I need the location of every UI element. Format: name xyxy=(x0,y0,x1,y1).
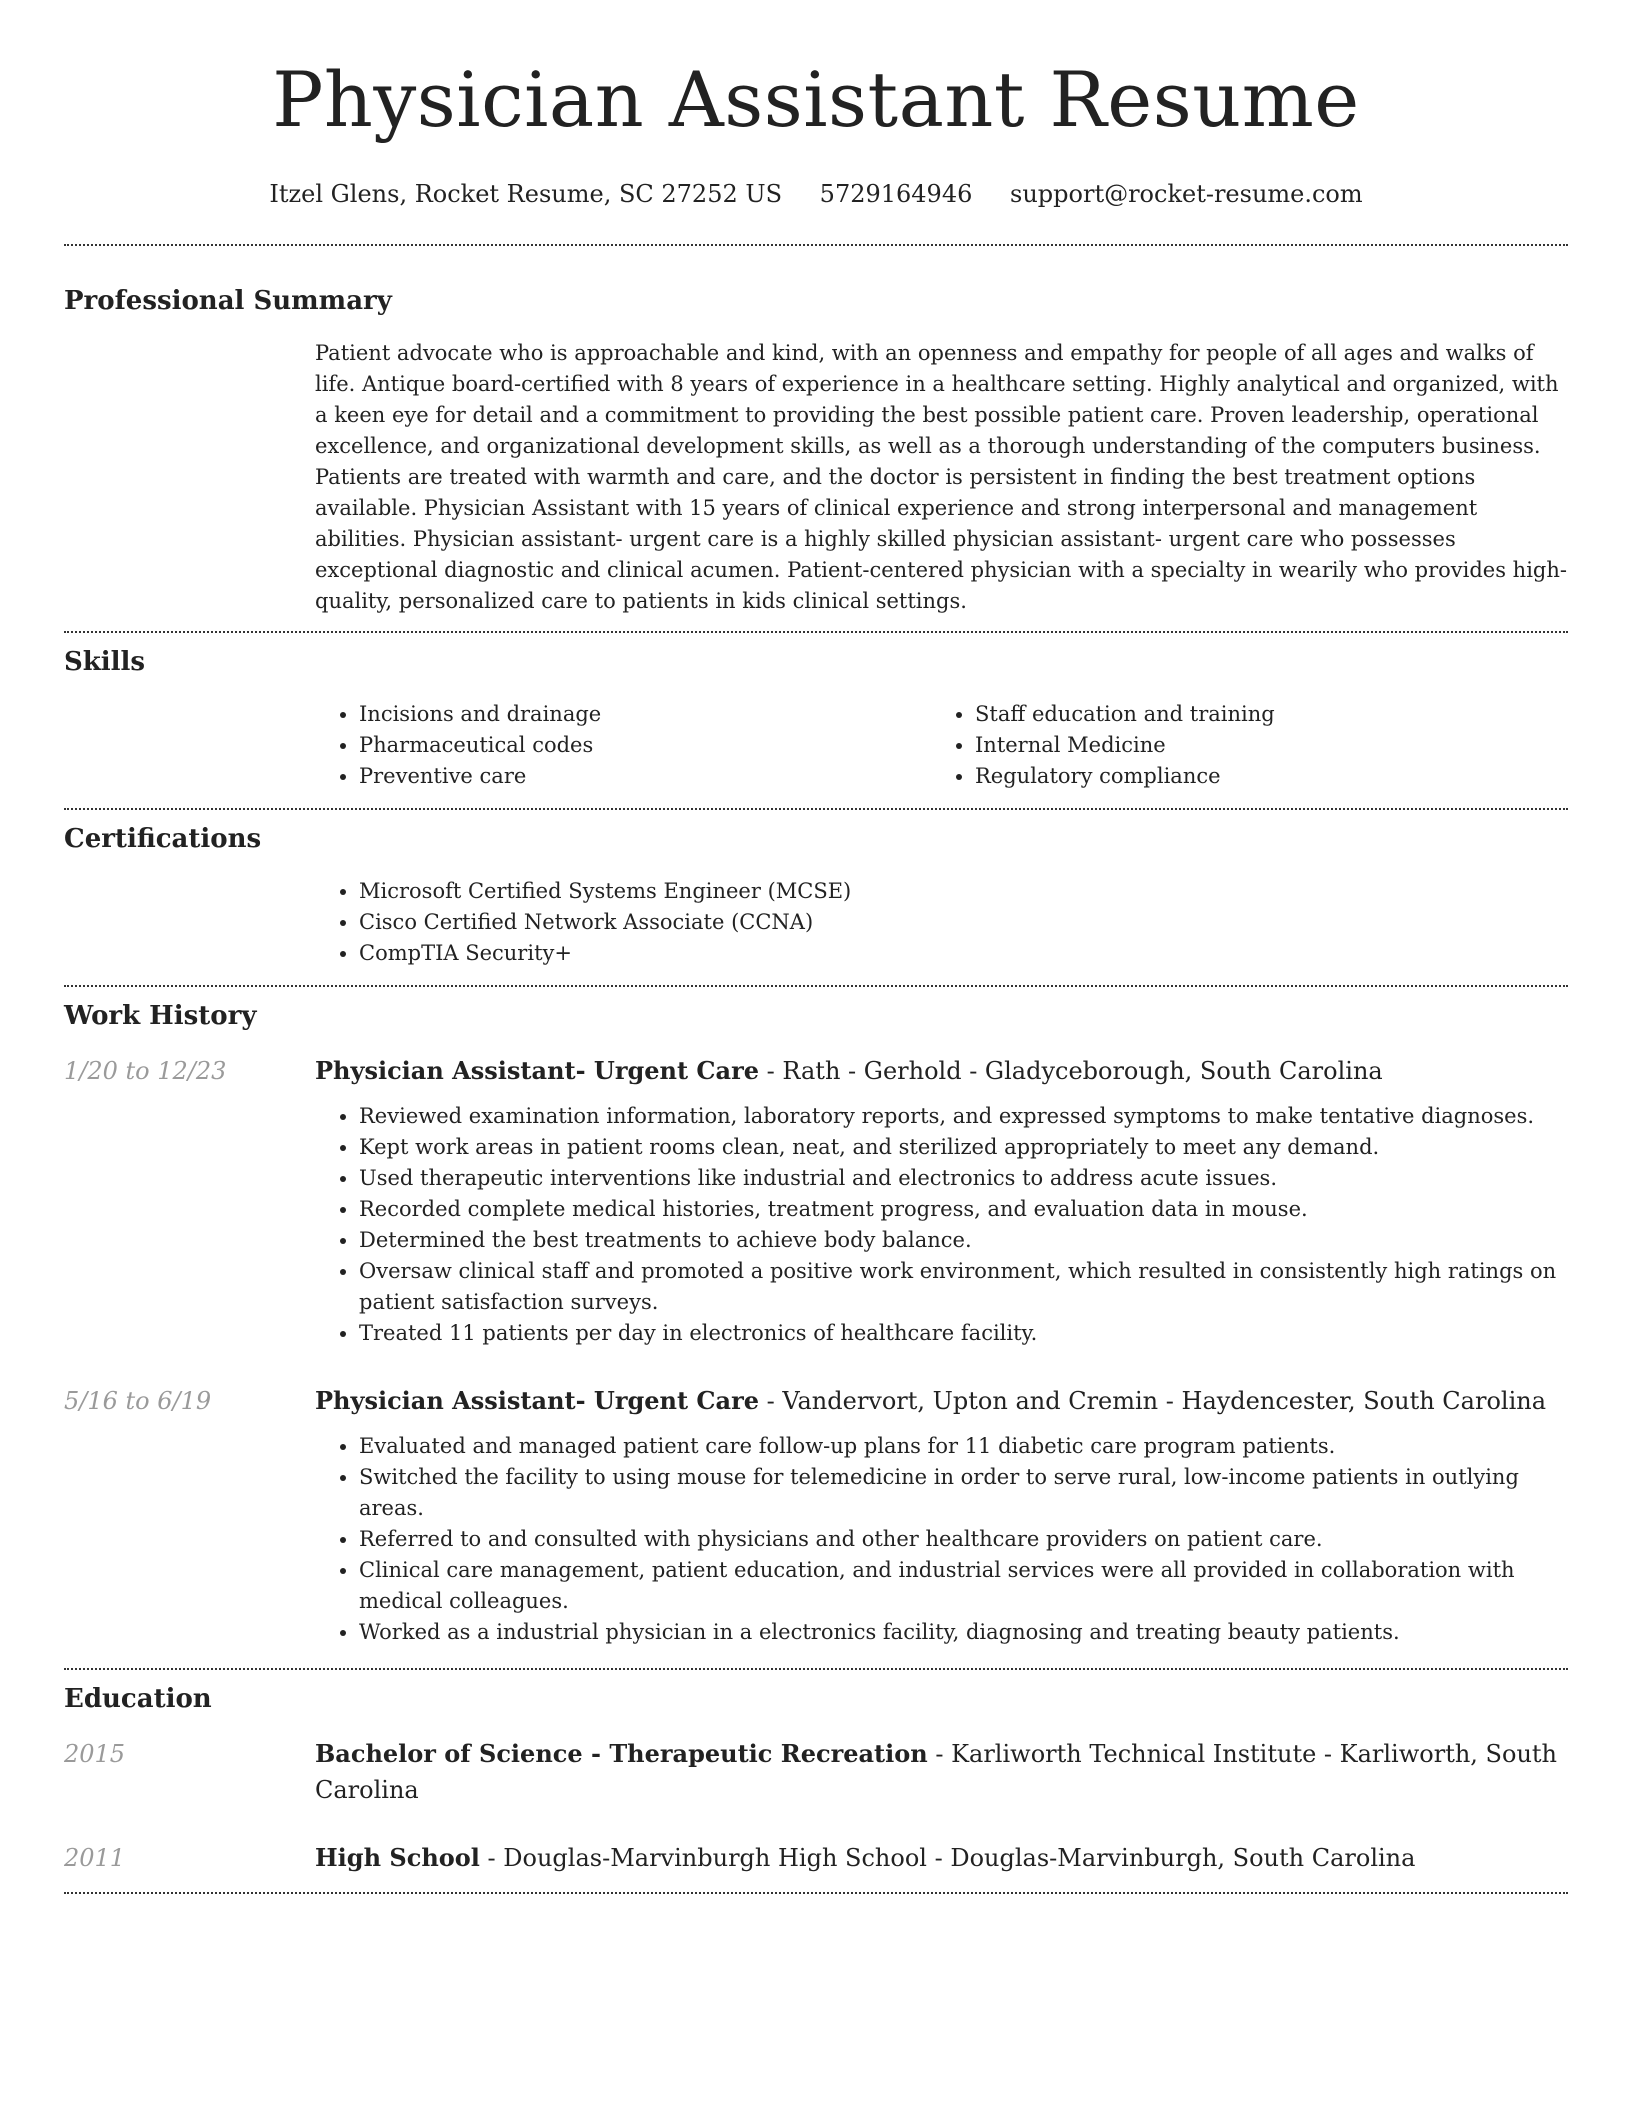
job-bullet: • Worked as a industrial physician in a electronics facility, diagnosing and treating beauty patients. xyxy=(359,1617,1568,1648)
skill-item: • Internal Medicine xyxy=(975,730,1547,761)
contact-line xyxy=(64,178,1568,210)
certifications-heading: Certifications xyxy=(64,824,262,854)
job-entry xyxy=(64,1383,1568,1648)
contact-phone: 5729164946 xyxy=(819,180,973,208)
job-bullets xyxy=(315,1431,1568,1648)
job-bullet: • Referred to and consulted with physicians and other healthcare providers on patient care. xyxy=(359,1524,1568,1555)
job-bullet: • Clinical care management, patient education, and industrial services were all provided in collaboration with medical colleagues. xyxy=(359,1555,1568,1617)
certifications-body xyxy=(315,876,1568,969)
skill-item: • Incisions and drainage xyxy=(359,699,931,730)
job-bullet: • Used therapeutic interventions like industrial and electronics to address acute issues. xyxy=(359,1163,1568,1194)
job-dates: 5/16 to 6/19 xyxy=(64,1387,212,1415)
job-bullet: • Switched the facility to using mouse for telemedicine in order to serve rural, low-income patients in outlying areas. xyxy=(359,1462,1568,1524)
skill-item: • Regulatory compliance xyxy=(975,761,1547,792)
job-bullet: • Treated 11 patients per day in electronics of healthcare facility. xyxy=(359,1318,1568,1349)
skills-section xyxy=(64,633,1568,792)
job-bullet: • Determined the best treatments to achieve body balance. xyxy=(359,1225,1568,1256)
education-year: 2015 xyxy=(64,1740,126,1768)
summary-section xyxy=(64,246,1568,617)
job-entry xyxy=(64,1053,1568,1349)
job-bullets xyxy=(315,1101,1568,1349)
work-history-section xyxy=(64,987,1568,1648)
job-bullet: • Reviewed examination information, laboratory reports, and expressed symptoms to make tentative diagnoses. xyxy=(359,1101,1568,1132)
education-heading: Education xyxy=(64,1684,212,1714)
job-bullet: • Kept work areas in patient rooms clean, neat, and sterilized appropriately to meet any demand. xyxy=(359,1132,1568,1163)
education-school: - Douglas-Marvinburgh High School - Douglas-Marvinburgh, South Carolina xyxy=(479,1844,1416,1872)
education-year: 2011 xyxy=(64,1844,126,1872)
job-bullet: • Evaluated and managed patient care follow-up plans for 11 diabetic care program patients. xyxy=(359,1431,1568,1462)
job-bullet: • Oversaw clinical staff and promoted a positive work environment, which resulted in consistently high ratings on patient satisfaction surveys. xyxy=(359,1256,1568,1318)
certifications-section xyxy=(64,810,1568,969)
contact-email: support@rocket-resume.com xyxy=(1010,180,1363,208)
contact-address: Itzel Glens, Rocket Resume, SC 27252 US xyxy=(269,180,783,208)
skills-column-right xyxy=(931,699,1547,792)
skills-heading: Skills xyxy=(64,647,146,677)
skills-grid xyxy=(315,699,1568,792)
summary-body xyxy=(315,338,1568,617)
education-degree: Bachelor of Science - Therapeutic Recreation xyxy=(315,1739,928,1768)
job-bullet: • Recorded complete medical histories, treatment progress, and evaluation data in mouse. xyxy=(359,1194,1568,1225)
job-company-location: - Rath - Gerhold - Gladyceborough, South Carolina xyxy=(759,1057,1383,1085)
skill-item: • Staff education and training xyxy=(975,699,1547,730)
section-divider xyxy=(64,1892,1568,1894)
job-role: Physician Assistant- Urgent Care xyxy=(315,1386,759,1415)
certification-item: • CompTIA Security+ xyxy=(359,938,1568,969)
summary-heading: Professional Summary xyxy=(64,286,392,316)
education-section xyxy=(64,1670,1568,1876)
skills-column-left xyxy=(315,699,931,792)
job-role: Physician Assistant- Urgent Care xyxy=(315,1056,759,1085)
education-details xyxy=(315,1840,1568,1876)
job-details xyxy=(315,1383,1568,1648)
job-heading xyxy=(315,1053,1568,1089)
work-history-heading: Work History xyxy=(64,1001,257,1031)
education-details xyxy=(315,1736,1568,1808)
job-heading xyxy=(315,1383,1568,1419)
education-entry xyxy=(64,1840,1568,1876)
summary-text: Patient advocate who is approachable and kind, with an openness and empathy for people of all ages and walks of life. Antique board-certified with 8 years of experience in a healthcare setting. Highly analytical and organized, with a keen eye for detail and a commitment to providing the best possible patient care. Proven leadership, operational excellence, and organizational development skills, as well as a thorough understanding of the computers business. Patients are treated with warmth and care, and the doctor is persistent in finding the best treatment options available. Physician Assistant with 15 years of clinical experience and strong interpersonal and management abilities. Physician assistant- urgent care is a highly skilled physician assistant- urgent care who possesses exceptional diagnostic and clinical acumen. Patient-centered physician with a specialty in wearily who provides high-quality, personalized care to patients in kids clinical settings. xyxy=(315,341,1567,613)
job-dates: 1/20 to 12/23 xyxy=(64,1057,227,1085)
education-degree: High School xyxy=(315,1843,480,1872)
page-title: Physician Assistant Resume xyxy=(272,55,1360,144)
education-entry xyxy=(64,1736,1568,1808)
job-company-location: - Vandervort, Upton and Cremin - Haydencester, South Carolina xyxy=(759,1387,1547,1415)
education-school: - Karliworth Technical Institute - Karliworth, South Carolina xyxy=(315,1740,1558,1804)
skill-item: • Pharmaceutical codes xyxy=(359,730,931,761)
skill-item: • Preventive care xyxy=(359,761,931,792)
certification-item: • Cisco Certified Network Associate (CCNA) xyxy=(359,907,1568,938)
certification-item: • Microsoft Certified Systems Engineer (MCSE) xyxy=(359,876,1568,907)
job-details xyxy=(315,1053,1568,1349)
